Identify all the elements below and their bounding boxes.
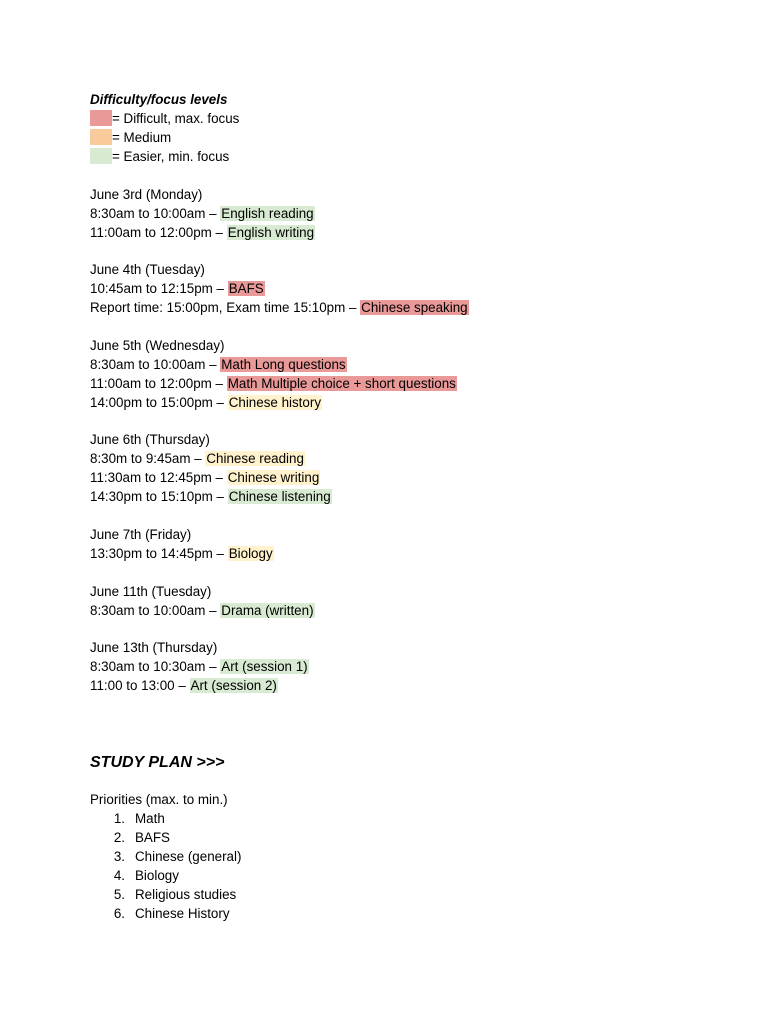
day-heading: June 6th (Thursday) bbox=[90, 432, 210, 448]
exam-entry bbox=[90, 487, 690, 506]
exam-time: 8:30am to 10:00am – bbox=[90, 356, 221, 372]
list-item bbox=[90, 828, 690, 847]
exam-time: 8:30am to 10:00am – bbox=[90, 602, 221, 618]
easier-color-swatch bbox=[90, 148, 112, 164]
day-heading: June 3rd (Monday) bbox=[90, 186, 203, 202]
legend-item-easier bbox=[90, 147, 690, 166]
legend-label: = Difficult, max. focus bbox=[112, 111, 240, 126]
document-body bbox=[90, 90, 690, 923]
list-item bbox=[90, 847, 690, 866]
exam-time: 14:30pm to 15:10pm – bbox=[90, 489, 228, 505]
difficult-color-swatch bbox=[90, 110, 112, 126]
list-text: Chinese (general) bbox=[135, 849, 242, 865]
exam-subject: Drama (written) bbox=[221, 602, 314, 618]
exam-subject: English reading bbox=[221, 205, 314, 221]
day-heading: June 4th (Tuesday) bbox=[90, 262, 205, 278]
exam-time: 11:00 to 13:00 – bbox=[90, 678, 190, 694]
legend-label: = Easier, min. focus bbox=[112, 149, 230, 164]
list-number: 6. bbox=[113, 906, 125, 922]
exam-subject: English writing bbox=[227, 224, 315, 240]
exam-subject: Math Long questions bbox=[221, 356, 346, 372]
exam-subject: Math Multiple choice + short questions bbox=[227, 375, 456, 391]
exam-subject: Chinese listening bbox=[228, 489, 331, 505]
exam-entry bbox=[90, 393, 690, 412]
exam-entry bbox=[90, 449, 690, 468]
legend-label: = Medium bbox=[112, 130, 172, 145]
exam-entry bbox=[90, 468, 690, 487]
exam-entry bbox=[90, 601, 690, 620]
list-number: 1. bbox=[113, 811, 125, 827]
exam-entry bbox=[90, 223, 690, 242]
exam-subject: Chinese reading bbox=[206, 451, 304, 467]
exam-subject: Chinese writing bbox=[227, 470, 320, 486]
exam-time: Report time: 15:00pm, Exam time 15:10pm – bbox=[90, 300, 361, 316]
exam-entry bbox=[90, 374, 690, 393]
day-heading: June 13th (Thursday) bbox=[90, 640, 218, 656]
legend-item-medium bbox=[90, 128, 690, 147]
priorities-label: Priorities (max. to min.) bbox=[90, 792, 228, 808]
day-heading: June 5th (Wednesday) bbox=[90, 337, 225, 353]
list-number: 4. bbox=[113, 868, 125, 884]
exam-subject: Chinese history bbox=[228, 394, 322, 410]
list-item bbox=[90, 904, 690, 923]
list-item bbox=[90, 809, 690, 828]
exam-entry bbox=[90, 657, 690, 676]
exam-subject: Art (session 2) bbox=[190, 678, 277, 694]
list-item bbox=[90, 866, 690, 885]
exam-subject: Biology bbox=[228, 545, 273, 561]
exam-time: 13:30pm to 14:45pm – bbox=[90, 545, 228, 561]
exam-time: 10:45am to 12:15pm – bbox=[90, 281, 228, 297]
exam-entry bbox=[90, 544, 690, 563]
list-text: Chinese History bbox=[135, 906, 230, 922]
exam-subject: BAFS bbox=[228, 281, 264, 297]
exam-subject: Chinese speaking bbox=[361, 300, 468, 316]
exam-entry bbox=[90, 204, 690, 223]
exam-entry bbox=[90, 298, 690, 317]
exam-time: 11:00am to 12:00pm – bbox=[90, 224, 227, 240]
exam-time: 8:30am to 10:00am – bbox=[90, 205, 221, 221]
list-number: 5. bbox=[113, 887, 125, 903]
priorities-list bbox=[90, 809, 690, 923]
study-plan-title: STUDY PLAN >>> bbox=[90, 754, 225, 772]
legend-item-difficult bbox=[90, 109, 690, 128]
list-number: 2. bbox=[113, 830, 125, 846]
exam-entry bbox=[90, 676, 690, 695]
list-item bbox=[90, 885, 690, 904]
day-heading: June 11th (Tuesday) bbox=[90, 583, 212, 599]
legend-title: Difficulty/focus levels bbox=[90, 92, 228, 107]
list-number: 3. bbox=[113, 849, 125, 865]
exam-time: 11:00am to 12:00pm – bbox=[90, 375, 227, 391]
list-text: BAFS bbox=[135, 830, 170, 846]
exam-time: 14:00pm to 15:00pm – bbox=[90, 394, 228, 410]
exam-time: 11:30am to 12:45pm – bbox=[90, 470, 227, 486]
medium-color-swatch bbox=[90, 129, 112, 145]
day-heading: June 7th (Friday) bbox=[90, 526, 192, 542]
list-text: Math bbox=[135, 811, 165, 827]
exam-entry bbox=[90, 279, 690, 298]
list-text: Religious studies bbox=[135, 887, 237, 903]
exam-time: 8:30m to 9:45am – bbox=[90, 451, 206, 467]
exam-entry bbox=[90, 355, 690, 374]
list-text: Biology bbox=[135, 868, 179, 884]
exam-subject: Art (session 1) bbox=[221, 659, 308, 675]
exam-time: 8:30am to 10:30am – bbox=[90, 659, 221, 675]
